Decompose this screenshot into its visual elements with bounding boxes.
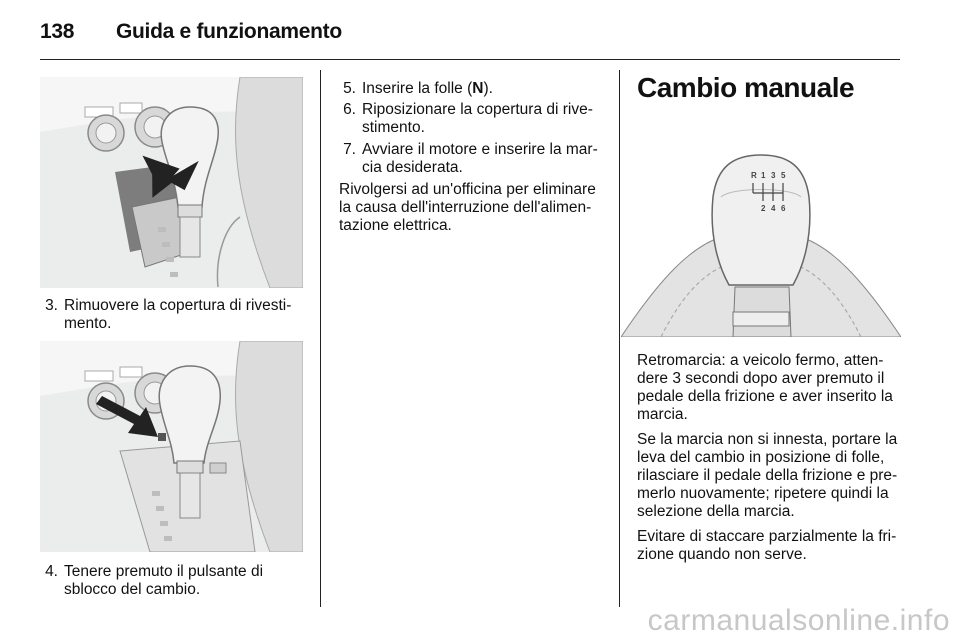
gear-label-4: 4: [771, 204, 776, 213]
gear-label-3: 3: [771, 171, 776, 180]
note-paragraph: Rivolgersi ad un'officina per eliminare la causa dell'interruzione dell'alimentazione elettrica.: [339, 181, 596, 234]
step-6: [338, 101, 604, 137]
step-text: Avviare il motore e inserire la marcia desiderata.: [362, 141, 598, 176]
gear-label-5: 5: [781, 171, 786, 180]
step-4: [40, 563, 310, 599]
step-text: Riposizionare la copertura di rivestimento.: [362, 101, 593, 136]
step-text-part: ).: [483, 80, 493, 97]
step-text: Tenere premuto il pulsante di sblocco del cambio.: [64, 563, 264, 598]
section-title: Cambio manuale: [637, 72, 855, 103]
figure-release-button: [40, 341, 303, 552]
step-text: [362, 80, 604, 98]
step-number: 3.: [45, 297, 58, 314]
gear-engage-paragraph: Se la marcia non si innesta, portare la leva del cambio in posizione di folle, rilasciare il pedale della frizione e premerlo nuovamente; ripetere quindi la selezione della marcia.: [637, 431, 898, 520]
step-3: [40, 297, 310, 333]
gear-neutral-label: N: [472, 80, 484, 97]
right-column-text: [637, 352, 901, 571]
reverse-gear-paragraph: Retromarcia: a veicolo fermo, attendere 3 secondi dopo aver premuto il pedale della frizione e aver inserito la marcia.: [637, 352, 893, 423]
page-number: 138: [40, 20, 75, 43]
step-number: 6.: [343, 101, 356, 118]
gear-label-6: 6: [781, 204, 786, 213]
step-number: 4.: [45, 563, 58, 580]
watermark: carmanualsonline.info: [647, 604, 950, 637]
step-number: 5.: [343, 80, 356, 97]
gear-label-1: 1: [761, 171, 766, 180]
column-divider-left: [320, 70, 321, 607]
clutch-paragraph: Evitare di staccare parzialmente la frizione quando non serve.: [637, 528, 897, 563]
step-number: 7.: [343, 141, 356, 158]
gear-label-r: R: [751, 171, 757, 180]
header-rule: [40, 59, 900, 60]
step-5: [338, 80, 604, 98]
gear-label-2: 2: [761, 204, 766, 213]
step-7: [338, 141, 604, 177]
figure-gear-knob: [621, 127, 901, 337]
figure-cover-removal: [40, 77, 303, 288]
step-text-part: Inserire la folle (: [362, 80, 473, 97]
section-header: Guida e funzionamento: [116, 20, 342, 43]
step-text: Rimuovere la copertura di rivestimento.: [64, 297, 292, 332]
column-divider-right: [619, 70, 620, 607]
